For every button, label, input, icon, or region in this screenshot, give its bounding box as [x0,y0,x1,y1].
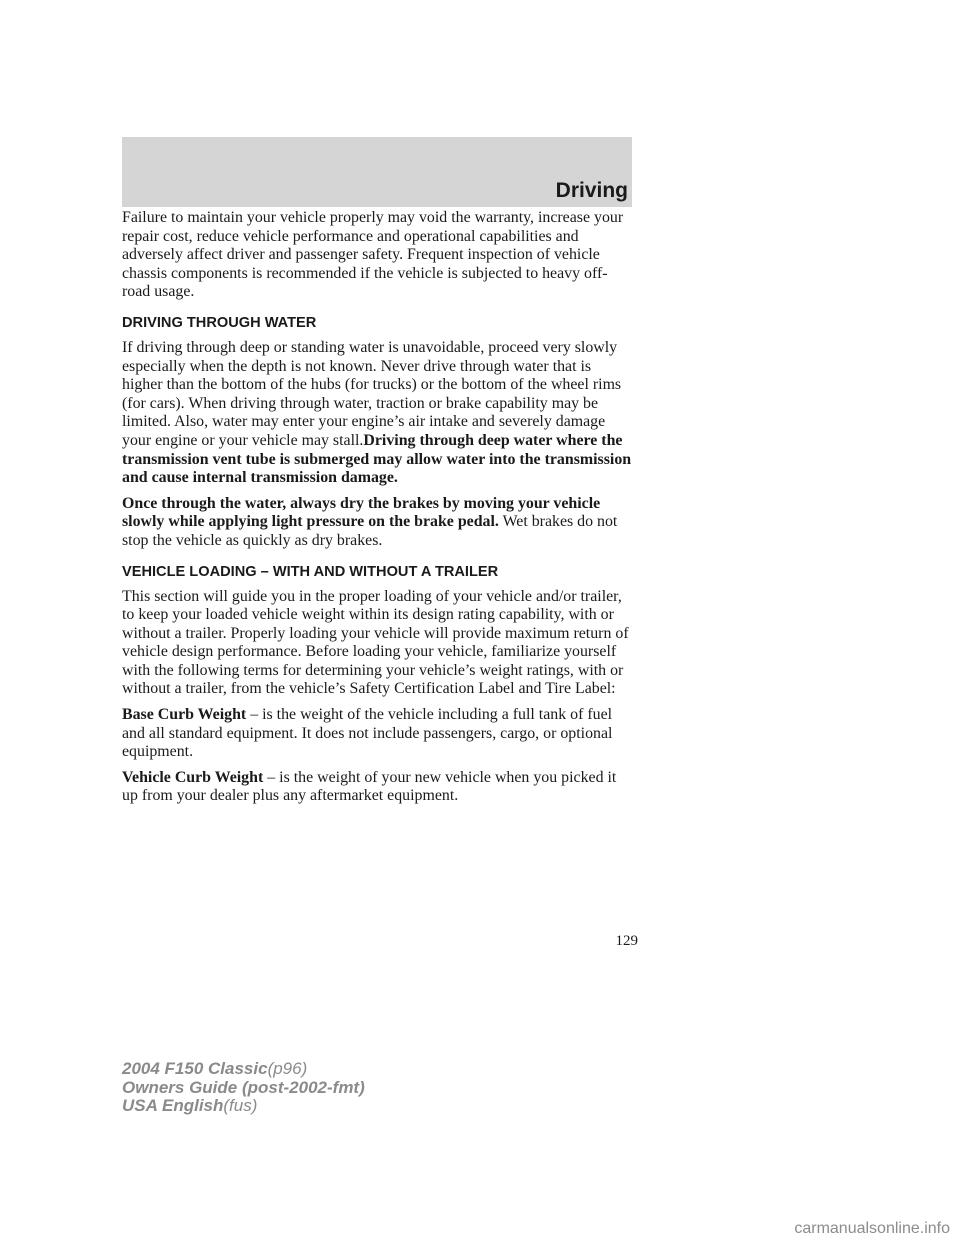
footer-line-3 [122,1097,365,1116]
footer-model-code: (p96) [267,1059,308,1078]
vehicle-curb-weight-term: Vehicle Curb Weight [122,768,264,786]
page-content [122,209,634,813]
water-heading: DRIVING THROUGH WATER [122,314,317,331]
footer-line-2 [122,1079,365,1098]
document-footer [122,1060,365,1116]
base-curb-weight-text: – is the weight of the vehicle including a full tank of fuel and all standard equipment. It does not include passengers, cargo, or optional equipment. [122,706,613,761]
water-paragraph-1-warning: Driving through deep water where the transmission vent tube is submerged may allow water into the transmission and cause internal transmission damage. [122,431,632,487]
page-number: 129 [615,933,638,949]
water-paragraph-2-text: Wet brakes do not stop the vehicle as quickly as dry brakes. [122,513,618,549]
vehicle-curb-weight-text: – is the weight of your new vehicle when you picked it up from your dealer plus any aftermarket equipment. [122,768,617,805]
base-curb-weight-definition [122,706,634,762]
intro-paragraph: Failure to maintain your vehicle properly may void the warranty, increase your repair cost, reduce vehicle performance and operational capabilities and adversely affect driver and passenger safety. Frequent inspection of vehicle chassis components is recommended if the vehicle is subjected to heavy off-road usage. [122,209,624,301]
loading-heading: VEHICLE LOADING – WITH AND WITHOUT A TRAILER [122,563,499,580]
footer-line-1 [122,1060,365,1079]
vehicle-curb-weight-definition [122,769,634,806]
section-header-band [122,137,632,207]
water-paragraph-1-text: If driving through deep or standing water is unavoidable, proceed very slowly especially when the depth is not known. Never drive through water that is higher than the bottom of the hubs (for trucks) or the bottom of the wheel rims (for cars). When driving through water, traction or brake capability may be limited. Also, water may enter your engine’s air intake and severely damage your engine or your vehicle may stall. [122,338,622,449]
loading-paragraph: This section will guide you in the proper loading of your vehicle and/or trailer, to keep your loaded vehicle weight within its design rating capability, with or without a trailer. Properly loading your vehicle will provide maximum return of vehicle design performance. Before loading your vehicle, familiarize yourself with the following terms for determining your vehicle’s weight ratings, with or without a trailer, from the vehicle’s Safety Certification Label and Tire Label: [122,587,629,698]
footer-language: USA English [122,1096,224,1115]
water-paragraph-2-warning: Once through the water, always dry the brakes by moving your vehicle slowly while applying light pressure on the brake pedal. [122,494,601,531]
footer-guide: Owners Guide (post-2002-fmt) [122,1077,365,1097]
footer-language-code: (fus) [223,1096,258,1115]
base-curb-weight-term: Base Curb Weight [122,706,247,724]
water-paragraph-2 [122,495,634,551]
water-paragraph-1 [122,339,634,488]
section-title: Driving [555,179,628,202]
footer-model: 2004 F150 Classic [122,1059,268,1078]
site-watermark: carmanualsonline.info [794,1220,950,1237]
